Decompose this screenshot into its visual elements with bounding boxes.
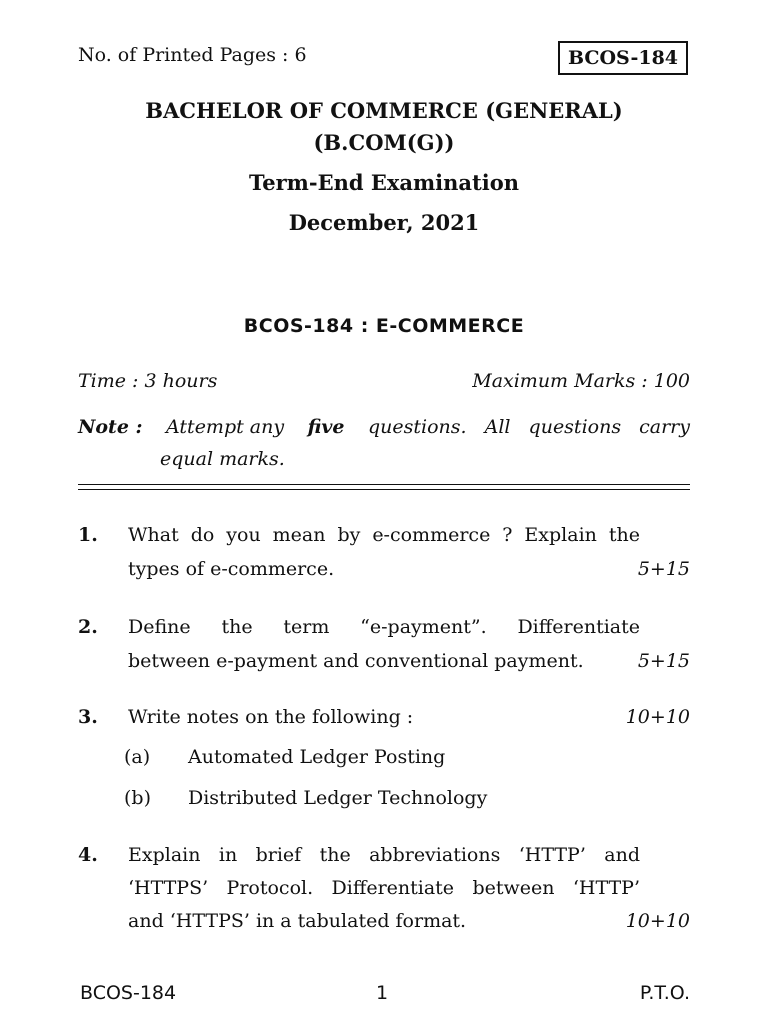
footer-pto: P.T.O. bbox=[639, 982, 690, 1004]
time-allowed: Time : 3 hours bbox=[78, 370, 218, 392]
maximum-marks: Maximum Marks : 100 bbox=[472, 370, 690, 392]
programme-title: BACHELOR OF COMMERCE (GENERAL) bbox=[145, 98, 623, 123]
exam-date: December, 2021 bbox=[288, 210, 480, 235]
question-1-line-2: types of e-commerce. bbox=[128, 558, 335, 580]
subject-heading: BCOS-184 : E-COMMERCE bbox=[243, 315, 525, 337]
divider-bottom bbox=[78, 489, 690, 490]
question-4-line-3: and ‘HTTPS’ in a tabulated format. bbox=[128, 910, 467, 932]
note-label: Note : bbox=[78, 416, 143, 438]
question-4-marks: 10+10 bbox=[625, 910, 690, 932]
note-word-1: Attempt any bbox=[166, 416, 285, 438]
printed-pages-count: No. of Printed Pages : 6 bbox=[78, 44, 307, 66]
question-2-line-2: between e-payment and conventional payment. bbox=[128, 650, 584, 672]
divider-top bbox=[78, 484, 690, 485]
question-3-part-a-text: Automated Ledger Posting bbox=[188, 746, 446, 768]
question-3-number: 3. bbox=[78, 706, 98, 728]
note-word-2: questions. All questions carry bbox=[368, 416, 690, 438]
note-line-1 bbox=[78, 410, 690, 444]
footer-page-number: 1 bbox=[376, 982, 389, 1004]
question-4-line-2: ‘HTTPS’ Protocol. Differentiate between ‘HTTP’ bbox=[128, 877, 640, 899]
question-4-number: 4. bbox=[78, 844, 98, 866]
question-1-marks: 5+15 bbox=[637, 558, 690, 580]
question-1-line-1: What do you mean by e-commerce ? Explain the bbox=[128, 524, 640, 546]
question-2-marks: 5+15 bbox=[637, 650, 690, 672]
question-3-part-a-label: (a) bbox=[124, 746, 151, 768]
question-2-line-1: Define the term “e-payment”. Differentiate bbox=[128, 616, 640, 638]
question-3-marks: 10+10 bbox=[625, 706, 690, 728]
footer-course-code: BCOS-184 bbox=[80, 982, 177, 1004]
course-code-box: BCOS-184 bbox=[558, 41, 688, 75]
question-2-number: 2. bbox=[78, 616, 98, 638]
question-3-line-1: Write notes on the following : bbox=[128, 706, 414, 728]
note-line-2: equal marks. bbox=[160, 448, 285, 470]
note-emphasis: five bbox=[307, 416, 345, 438]
question-3-part-b-text: Distributed Ledger Technology bbox=[188, 787, 488, 809]
question-3-part-b-label: (b) bbox=[124, 787, 151, 809]
exam-title: Term-End Examination bbox=[248, 170, 519, 195]
question-1-number: 1. bbox=[78, 524, 98, 546]
question-4-line-1: Explain in brief the abbreviations ‘HTTP’ and bbox=[128, 844, 640, 866]
programme-short-title: (B.COM(G)) bbox=[313, 130, 455, 155]
